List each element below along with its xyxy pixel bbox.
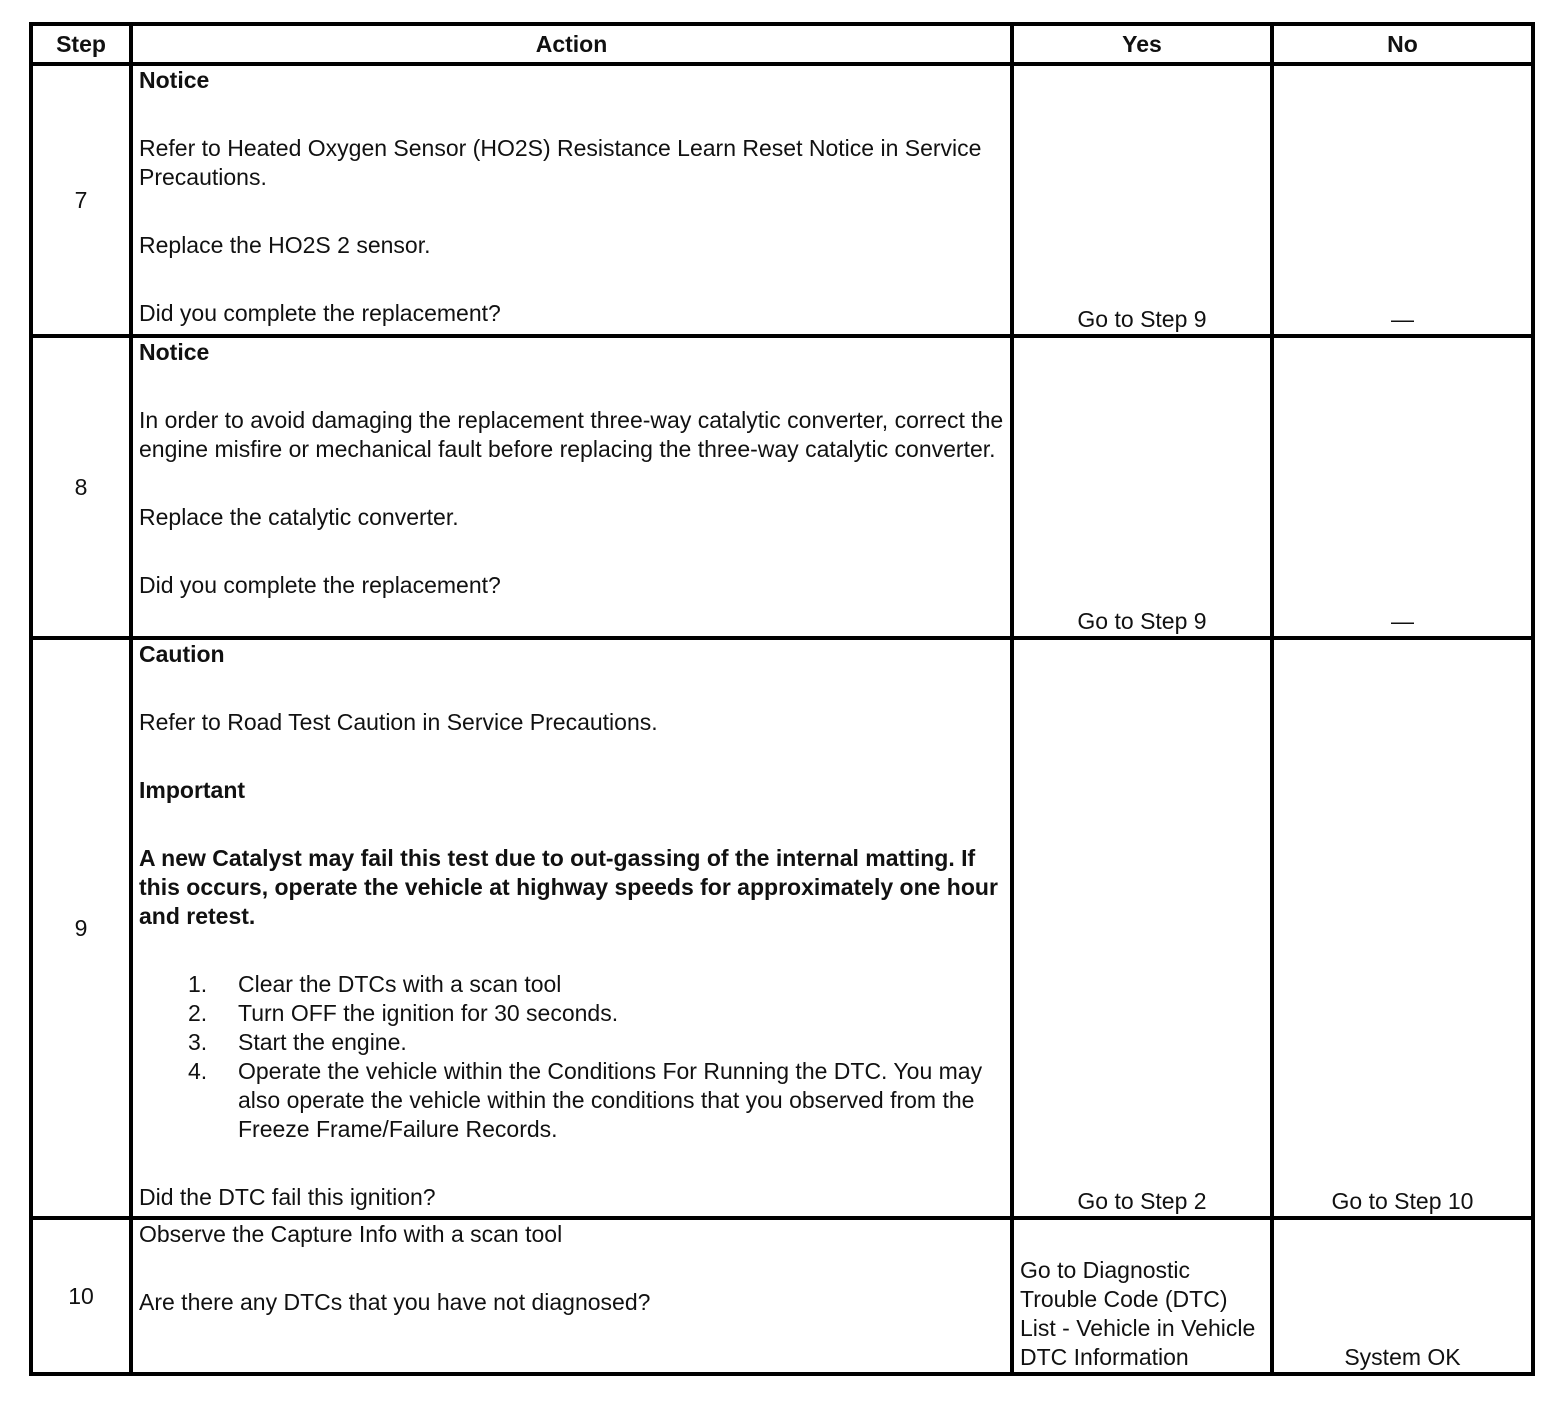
instruction-text: Replace the HO2S 2 sensor. [139, 232, 431, 258]
step-number: 10 [31, 1218, 131, 1374]
list-item [188, 1028, 1004, 1057]
instruction-text: Observe the Capture Info with a scan tool [139, 1221, 563, 1247]
table-row [31, 1218, 1533, 1374]
list-item [188, 970, 1004, 999]
header-yes: Yes [1012, 24, 1272, 64]
table-row [31, 336, 1533, 638]
header-no: No [1272, 24, 1533, 64]
header-action: Action [131, 24, 1012, 64]
list-item [188, 999, 1004, 1028]
list-text: Operate the vehicle within the Conditions For Running the DTC. You may also operate the vehicle within the conditions that you observed from the Freeze Frame/Failure Records. [238, 1058, 983, 1142]
yes-cell: Go to Step 2 [1012, 638, 1272, 1218]
procedure-list [139, 970, 1004, 1144]
yes-cell: Go to Step 9 [1012, 336, 1272, 638]
question-text: Did the DTC fail this ignition? [139, 1184, 436, 1210]
list-text: Turn OFF the ignition for 30 seconds. [238, 1000, 619, 1026]
list-number: 4. [188, 1058, 208, 1084]
step-number: 8 [31, 336, 131, 638]
action-cell [131, 64, 1012, 336]
notice-title: Notice [139, 339, 210, 365]
no-cell: System OK [1272, 1218, 1533, 1374]
step-number: 7 [31, 64, 131, 336]
instruction-text: Replace the catalytic converter. [139, 504, 459, 530]
question-text: Did you complete the replacement? [139, 572, 501, 598]
important-text: A new Catalyst may fail this test due to out-gassing of the internal matting. If this occurs, operate the vehicle at highway speeds for approximately one hour and retest. [139, 845, 998, 929]
diagnostic-table [29, 22, 1535, 1376]
no-cell: Go to Step 10 [1272, 638, 1533, 1218]
notice-text: Refer to Heated Oxygen Sensor (HO2S) Resistance Learn Reset Notice in Service Precautions. [139, 135, 982, 190]
list-number: 2. [188, 1000, 208, 1026]
table-row [31, 64, 1533, 336]
list-number: 3. [188, 1029, 208, 1055]
no-cell: — [1272, 64, 1533, 336]
question-text: Did you complete the replacement? [139, 300, 501, 326]
important-title: Important [139, 777, 246, 803]
notice-text: In order to avoid damaging the replacement three-way catalytic converter, correct the engine misfire or mechanical fault before replacing the three-way catalytic converter. [139, 407, 1004, 462]
list-item [188, 1057, 1004, 1144]
yes-cell: Go to Diagnostic Trouble Code (DTC) List - Vehicle in Vehicle DTC Information [1012, 1218, 1272, 1374]
list-text: Start the engine. [238, 1029, 407, 1055]
caution-title: Caution [139, 641, 225, 667]
table-row [31, 638, 1533, 1218]
caution-text: Refer to Road Test Caution in Service Precautions. [139, 709, 658, 735]
header-row [31, 24, 1533, 64]
step-number: 9 [31, 638, 131, 1218]
header-step: Step [31, 24, 131, 64]
list-text: Clear the DTCs with a scan tool [238, 971, 562, 997]
yes-cell: Go to Step 9 [1012, 64, 1272, 336]
action-cell [131, 638, 1012, 1218]
no-cell: — [1272, 336, 1533, 638]
notice-title: Notice [139, 67, 210, 93]
list-number: 1. [188, 971, 208, 997]
question-text: Are there any DTCs that you have not diagnosed? [139, 1289, 651, 1315]
action-cell [131, 336, 1012, 638]
action-cell [131, 1218, 1012, 1374]
